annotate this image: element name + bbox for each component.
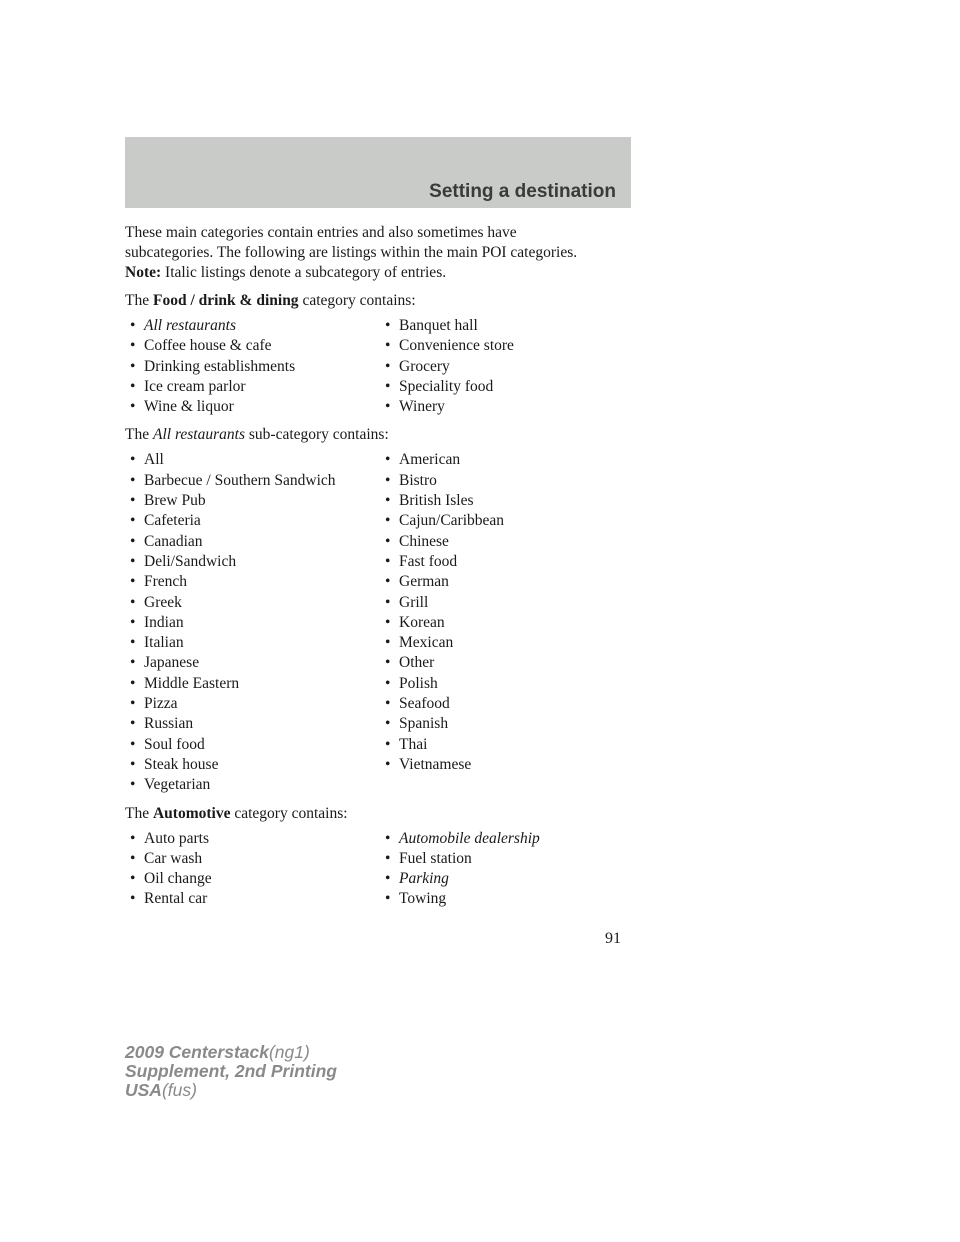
bullet-icon: • <box>385 357 391 375</box>
list-item-label: British Isles <box>399 492 474 510</box>
bullet-icon: • <box>385 532 391 550</box>
list-item-label: Soul food <box>144 735 205 753</box>
list-item <box>130 775 385 795</box>
section-intro-prefix: The <box>125 804 153 822</box>
bullet-icon: • <box>385 715 391 733</box>
content <box>125 223 645 910</box>
bullet-icon: • <box>385 552 391 570</box>
section-intro <box>125 804 645 824</box>
category-list <box>125 316 645 417</box>
bullet-icon: • <box>385 755 391 773</box>
list-item <box>130 593 385 613</box>
bullet-icon: • <box>385 829 391 847</box>
list-item <box>130 532 385 552</box>
list-item-label: Coffee house & cafe <box>144 337 272 355</box>
bullet-icon: • <box>385 674 391 692</box>
list-item-label: Indian <box>144 613 184 631</box>
footer-line-3 <box>125 1081 337 1100</box>
list-item-label: Seafood <box>399 695 450 713</box>
footer-model: 2009 Centerstack <box>125 1042 269 1062</box>
list-item <box>385 735 640 755</box>
bullet-icon: • <box>130 532 136 550</box>
list-item-label: Korean <box>399 613 445 631</box>
footer-model-code: (ng1) <box>268 1042 310 1062</box>
list-item-label: American <box>399 451 461 469</box>
list-item-label: Oil change <box>144 870 212 888</box>
list-item <box>130 471 385 491</box>
list-item <box>130 613 385 633</box>
intro-line-1: These main categories contain entries and also sometimes have <box>125 224 517 241</box>
section-intro-suffix: sub-category contains: <box>245 426 389 444</box>
list-item <box>385 377 640 397</box>
list-item-label: German <box>399 573 449 591</box>
bullet-icon: • <box>130 317 136 334</box>
list-item-label: Winery <box>399 398 445 416</box>
list-item <box>130 491 385 511</box>
list-item-label: Parking <box>399 870 449 888</box>
list-item <box>385 849 640 869</box>
list-item <box>385 397 640 417</box>
section-intro-prefix: The <box>125 426 153 444</box>
bullet-icon: • <box>385 451 391 469</box>
list-item-label: Fuel station <box>399 849 472 867</box>
bullet-icon: • <box>385 695 391 713</box>
list-item <box>130 397 385 417</box>
bullet-icon: • <box>385 471 391 489</box>
bullet-icon: • <box>385 870 391 888</box>
list-item-label: Other <box>399 654 435 672</box>
intro-line-2: subcategories. The following are listings within the main POI categories. <box>125 244 578 261</box>
list-item <box>130 316 385 336</box>
bullet-icon: • <box>130 337 136 355</box>
list-item <box>385 653 640 673</box>
list-item-label: Car wash <box>144 849 203 867</box>
list-item <box>130 450 385 470</box>
list-item <box>385 357 640 377</box>
list-item <box>385 755 640 775</box>
bullet-icon: • <box>385 337 391 355</box>
list-item <box>385 336 640 356</box>
page-title: Setting a destination <box>429 181 616 202</box>
list-item <box>130 633 385 653</box>
list-item <box>130 694 385 714</box>
list-item-label: Banquet hall <box>399 317 478 334</box>
list-item <box>130 572 385 592</box>
list-item-label: Bistro <box>399 471 437 489</box>
bullet-icon: • <box>130 471 136 489</box>
list-item-label: Vegetarian <box>144 776 211 794</box>
bullet-icon: • <box>385 849 391 867</box>
list-item <box>385 511 640 531</box>
list-item <box>130 653 385 673</box>
list-item <box>130 755 385 775</box>
bullet-icon: • <box>130 890 136 908</box>
list-item-label: Deli/Sandwich <box>144 552 237 570</box>
list-item <box>385 694 640 714</box>
list-item-label: Automobile dealership <box>399 829 540 847</box>
bullet-icon: • <box>130 849 136 867</box>
bullet-icon: • <box>385 613 391 631</box>
list-item-label: Rental car <box>144 890 208 908</box>
list-item-label: Chinese <box>399 532 449 550</box>
note-label: Note: <box>125 264 162 281</box>
list-item <box>385 316 640 336</box>
note-text: Italic listings denote a subcategory of entries. <box>161 264 447 281</box>
list-item <box>385 714 640 734</box>
list-item <box>385 633 640 653</box>
bullet-icon: • <box>385 377 391 395</box>
list-item-label: Towing <box>399 890 447 908</box>
bullet-icon: • <box>385 735 391 753</box>
list-item <box>385 450 640 470</box>
list-item <box>385 532 640 552</box>
footer-market: USA <box>125 1080 162 1100</box>
list-item <box>130 552 385 572</box>
section-name: All restaurants <box>152 426 245 444</box>
list-item <box>385 552 640 572</box>
list-item-label: Ice cream parlor <box>144 377 246 395</box>
list-item <box>130 889 385 909</box>
bullet-icon: • <box>130 593 136 611</box>
list-item-label: Speciality food <box>399 377 494 395</box>
bullet-icon: • <box>130 654 136 672</box>
bullet-icon: • <box>385 654 391 672</box>
bullet-icon: • <box>385 890 391 908</box>
list-item <box>130 714 385 734</box>
bullet-icon: • <box>130 492 136 510</box>
page-number: 91 <box>605 930 621 947</box>
bullet-icon: • <box>130 357 136 375</box>
section-name: Automotive <box>152 804 231 822</box>
list-item <box>130 511 385 531</box>
bullet-icon: • <box>385 512 391 530</box>
list-item-label: Steak house <box>144 755 219 773</box>
list-item-label: Middle Eastern <box>144 674 240 692</box>
bullet-icon: • <box>385 634 391 652</box>
list-item-label: Grocery <box>399 357 450 375</box>
list-item <box>130 829 385 849</box>
list-item <box>385 869 640 889</box>
list-item <box>130 377 385 397</box>
bullet-icon: • <box>130 735 136 753</box>
list-item-label: Spanish <box>399 715 449 733</box>
list-item-label: Greek <box>144 593 182 611</box>
list-item-label: Grill <box>399 593 429 611</box>
list-item-label: Convenience store <box>399 337 514 355</box>
section-intro-prefix: The <box>125 292 153 309</box>
list-item-label: Polish <box>399 674 438 692</box>
bullet-icon: • <box>130 776 136 794</box>
list-item-label: Wine & liquor <box>144 398 234 416</box>
header-band <box>125 137 631 208</box>
bullet-icon: • <box>130 674 136 692</box>
list-item <box>385 593 640 613</box>
footer-market-code: (fus) <box>161 1080 197 1100</box>
bullet-icon: • <box>130 715 136 733</box>
list-item <box>130 674 385 694</box>
list-item <box>130 735 385 755</box>
list-item <box>385 829 640 849</box>
list-item-label: Japanese <box>144 654 200 672</box>
list-item-label: Vietnamese <box>399 755 472 773</box>
list-item <box>130 357 385 377</box>
list-item <box>130 869 385 889</box>
bullet-icon: • <box>130 634 136 652</box>
list-item <box>385 613 640 633</box>
bullet-icon: • <box>130 695 136 713</box>
bullet-icon: • <box>385 573 391 591</box>
list-item-label: Thai <box>399 735 428 753</box>
bullet-icon: • <box>385 317 391 334</box>
bullet-icon: • <box>130 613 136 631</box>
footer <box>125 1043 337 1100</box>
list-item-label: Barbecue / Southern Sandwich <box>144 471 336 489</box>
bullet-icon: • <box>130 573 136 591</box>
category-list <box>125 829 645 910</box>
footer-line-2: Supplement, 2nd Printing <box>125 1061 337 1081</box>
list-item-label: Italian <box>144 634 184 652</box>
bullet-icon: • <box>130 377 136 395</box>
bullet-icon: • <box>130 755 136 773</box>
sections <box>125 291 645 910</box>
section-intro-suffix: category contains: <box>298 292 416 309</box>
list-item <box>385 572 640 592</box>
list-item <box>130 336 385 356</box>
list-item-label: Mexican <box>399 634 454 652</box>
list-item <box>130 849 385 869</box>
list-item-label: Canadian <box>144 532 203 550</box>
section-intro <box>125 291 645 311</box>
section-intro-suffix: category contains: <box>230 804 348 822</box>
section-intro <box>125 425 645 445</box>
list-item <box>385 674 640 694</box>
list-item <box>385 889 640 909</box>
list-item-label: Fast food <box>399 552 458 570</box>
bullet-icon: • <box>130 552 136 570</box>
list-item-label: Drinking establishments <box>144 357 296 375</box>
bullet-icon: • <box>130 829 136 847</box>
bullet-icon: • <box>385 492 391 510</box>
list-item-label: Cajun/Caribbean <box>399 512 505 530</box>
list-item-label: Pizza <box>144 695 178 713</box>
category-list <box>125 450 645 795</box>
list-item-label: All restaurants <box>144 317 237 334</box>
bullet-icon: • <box>385 398 391 416</box>
list-item-label: All <box>144 451 164 469</box>
bullet-icon: • <box>385 593 391 611</box>
section-name: Food / drink & dining <box>152 292 299 309</box>
list-item-label: Auto parts <box>144 829 210 847</box>
list-item-label: Brew Pub <box>144 492 206 510</box>
list-item-label: French <box>144 573 188 591</box>
list-item <box>385 471 640 491</box>
bullet-icon: • <box>130 451 136 469</box>
list-item-label: Russian <box>144 715 194 733</box>
list-item-label: Cafeteria <box>144 512 201 530</box>
note <box>125 263 645 283</box>
bullet-icon: • <box>130 512 136 530</box>
list-item <box>385 491 640 511</box>
bullet-icon: • <box>130 870 136 888</box>
bullet-icon: • <box>130 398 136 416</box>
footer-line-1 <box>125 1043 337 1062</box>
